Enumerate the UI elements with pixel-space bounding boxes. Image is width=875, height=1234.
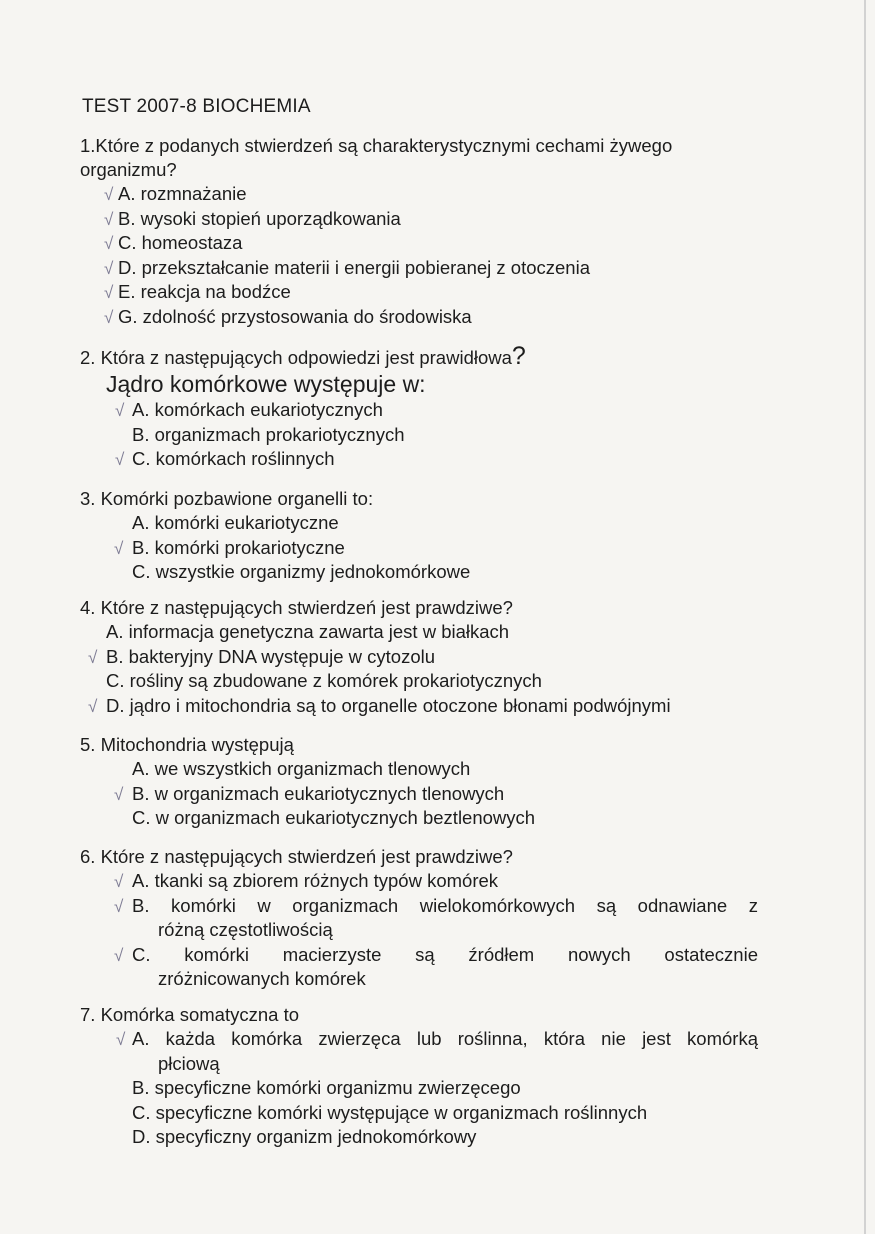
q7-option-d: D. specyficzny organizm jednokomórkowy <box>132 1126 477 1147</box>
question-7-text: 7. Komórka somatyczna to <box>80 1004 300 1025</box>
question-5 <box>80 733 770 831</box>
check-mark-icon: √ <box>104 258 114 278</box>
check-mark-icon: √ <box>114 945 124 965</box>
check-mark-icon: √ <box>104 234 114 253</box>
q7-option-c: C. specyficzne komórki występujące w organizmach roślinnych <box>132 1101 648 1123</box>
check-mark-icon: √ <box>115 401 125 420</box>
question-2-text: 2. Która z następujących odpowiedzi jest prawidłowa? <box>80 342 526 370</box>
q1-option-e: √ E. reakcja na bodźce <box>118 280 770 305</box>
q6-option-c: √ C. komórki macierzyste są źródłem nowych ostatecznie zróżnicowanych komórek <box>114 943 758 989</box>
question-6-text: 6. Które z następujących stwierdzeń jest prawdziwe? <box>80 846 513 867</box>
question-7 <box>80 1003 770 1150</box>
question-5-text: 5. Mitochondria występują <box>80 734 294 755</box>
question-3 <box>80 487 770 585</box>
question-6 <box>80 845 770 992</box>
q5-option-b: √ B. w organizmach eukariotycznych tlenowych <box>132 782 770 807</box>
q3-option-c: C. wszystkie organizmy jednokomórkowe <box>132 561 471 582</box>
q1-option-b: √ B. wysoki stopień uporządkowania <box>118 207 770 232</box>
check-mark-icon: √ <box>88 647 98 667</box>
q1-option-c: √ C. homeostaza <box>118 231 770 256</box>
test-title: TEST 2007-8 BIOCHEMIA <box>82 96 311 117</box>
q4-option-b: √ B. bakteryjny DNA występuje w cytozolu <box>106 645 770 670</box>
check-mark-icon: √ <box>88 696 98 716</box>
check-mark-icon: √ <box>114 872 124 891</box>
q2-option-c: √ C. komórkach roślinnych <box>132 447 770 472</box>
check-mark-icon: √ <box>114 896 124 916</box>
question-1 <box>80 134 770 329</box>
check-mark-icon: √ <box>114 784 124 804</box>
q4-option-a: A. informacja genetyczna zawarta jest w białkach <box>106 621 510 642</box>
question-4 <box>80 596 770 718</box>
q7-option-b: B. specyficzne komórki organizmu zwierzęcego <box>132 1077 521 1098</box>
q3-option-a: A. komórki eukariotyczne <box>132 512 339 533</box>
q1-option-d: √ D. przekształcanie materii i energii pobieranej z otoczenia <box>118 256 770 281</box>
question-2-subtitle: Jądro komórkowe występuje w: <box>106 371 426 397</box>
check-mark-icon: √ <box>104 209 114 229</box>
check-mark-icon: √ <box>116 1030 126 1049</box>
q3-option-b: √ B. komórki prokariotyczne <box>132 536 770 561</box>
q5-option-c: C. w organizmach eukariotycznych beztlenowych <box>132 807 536 828</box>
q4-option-d: √ D. jądro i mitochondria są to organelle otoczone błonami podwójnymi <box>106 694 770 719</box>
q2-option-b: B. organizmach prokariotycznych <box>132 423 405 445</box>
check-mark-icon: √ <box>104 283 114 302</box>
q5-option-a: A. we wszystkich organizmach tlenowych <box>132 758 471 779</box>
check-mark-icon: √ <box>114 538 124 558</box>
question-4-text: 4. Które z następujących stwierdzeń jest prawdziwe? <box>80 597 513 618</box>
q7-option-a: √ A. każda komórka zwierzęca lub roślinna, która nie jest komórką płciową <box>116 1028 758 1074</box>
question-2 <box>80 344 770 472</box>
question-1-text-cont: organizmu? <box>80 159 177 180</box>
check-mark-icon: √ <box>115 450 125 469</box>
question-3-text: 3. Komórki pozbawione organelli to: <box>80 488 374 509</box>
q1-option-a: √ A. rozmnażanie <box>118 182 770 207</box>
q1-option-g: √ G. zdolność przystosowania do środowiska <box>118 305 770 330</box>
q6-option-a: √ A. tkanki są zbiorem różnych typów komórek <box>132 869 758 894</box>
scan-edge-line <box>864 0 866 1234</box>
q2-option-a: √ A. komórkach eukariotycznych <box>132 398 770 423</box>
check-mark-icon: √ <box>104 307 114 327</box>
q6-option-b: √ B. komórki w organizmach wielokomórkowych są odnawiane z różną częstotliwością <box>114 894 758 940</box>
q4-option-c: C. rośliny są zbudowane z komórek prokariotycznych <box>106 670 542 691</box>
check-mark-icon: √ <box>104 185 114 204</box>
question-1-text: 1.Które z podanych stwierdzeń są charakterystycznymi cechami żywego <box>80 135 673 156</box>
